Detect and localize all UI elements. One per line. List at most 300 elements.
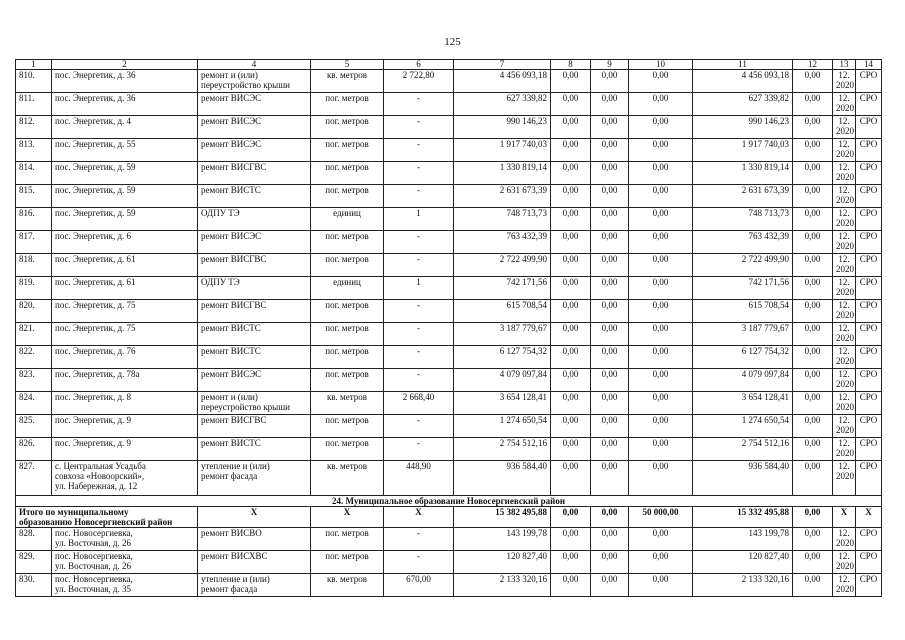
- total-cost-cell: 990 146,23: [454, 116, 551, 139]
- budget-cell: 0,00: [591, 277, 629, 300]
- work-type-cell: [198, 93, 311, 116]
- fund-cell: 0,00: [551, 93, 591, 116]
- deadline-cell: [833, 277, 856, 300]
- total-cost-cell: 6 127 754,32: [454, 346, 551, 369]
- owners-funds-cell: 615 708,54: [693, 300, 793, 323]
- table-row: [16, 392, 882, 415]
- fund-cell: 0,00: [551, 162, 591, 185]
- table-row: [16, 254, 882, 277]
- fund-cell: 0,00: [551, 323, 591, 346]
- other-funds-cell: 0,00: [793, 277, 833, 300]
- local-budget-cell: 0,00: [629, 70, 693, 93]
- owners-funds-cell: 1 330 819,14: [693, 162, 793, 185]
- unit-cell: пог. метров: [311, 139, 384, 162]
- address-cell-line: пос. Энергетик, д. 55: [55, 139, 136, 149]
- fund-cell: 0,00: [551, 254, 591, 277]
- row-number: 823.: [16, 369, 52, 392]
- deadline-cell-line: 12.: [838, 415, 850, 425]
- table-row: [16, 93, 882, 116]
- budget-cell: 0,00: [591, 574, 629, 597]
- row-number: 824.: [16, 392, 52, 415]
- other-funds-cell: 0,00: [793, 93, 833, 116]
- deadline-cell: [833, 323, 856, 346]
- owners-funds-cell: 1 917 740,03: [693, 139, 793, 162]
- deadline-cell-line: 2020: [836, 379, 854, 389]
- customer-cell: СРО: [856, 461, 882, 496]
- fund-cell: 0,00: [551, 208, 591, 231]
- deadline-cell-line: 2020: [836, 448, 854, 458]
- owners-funds-cell: 763 432,39: [693, 231, 793, 254]
- deadline-cell: [833, 369, 856, 392]
- customer-cell: СРО: [856, 574, 882, 597]
- fund-cell: 0,00: [551, 185, 591, 208]
- row-number: 830.: [16, 574, 52, 597]
- work-type-cell-line: ремонт ВИСТС: [201, 185, 261, 195]
- row-number: 816.: [16, 208, 52, 231]
- total-cost-cell: 3 654 128,41: [454, 392, 551, 415]
- unit-cell: единиц: [311, 277, 384, 300]
- quantity-cell: -: [384, 93, 454, 116]
- other-funds-cell: 0,00: [793, 461, 833, 496]
- total-cost-cell: 742 171,56: [454, 277, 551, 300]
- work-type-cell-line: ремонт ВИСГВС: [201, 415, 267, 425]
- unit-cell: пог. метров: [311, 369, 384, 392]
- quantity-cell: -: [384, 231, 454, 254]
- unit-cell: пог. метров: [311, 254, 384, 277]
- owners-funds-cell: 143 199,78: [693, 528, 793, 551]
- address-cell: [52, 323, 198, 346]
- work-type-cell-line: ремонт фасада: [201, 471, 258, 481]
- work-type-cell-line: ремонт ВИСТС: [201, 323, 261, 333]
- total-label-line: Итого по муниципальному: [19, 507, 129, 517]
- unit-cell: пог. метров: [311, 528, 384, 551]
- address-cell-line: пос. Новосергиевка,: [55, 528, 133, 538]
- owners-funds-cell: 2 631 673,39: [693, 185, 793, 208]
- deadline-cell-line: 2020: [836, 561, 854, 571]
- work-type-cell-line: ремонт ВИСЭС: [201, 139, 262, 149]
- column-header: 2: [52, 60, 198, 70]
- work-type-cell: [198, 346, 311, 369]
- work-type-cell-line: ремонт ВИСГВС: [201, 300, 267, 310]
- quantity-cell: -: [384, 438, 454, 461]
- deadline-cell-line: 12.: [838, 231, 850, 241]
- fund-cell: 0,00: [551, 300, 591, 323]
- budget-cell: 0,00: [591, 300, 629, 323]
- customer-cell: СРО: [856, 323, 882, 346]
- deadline-cell-line: 2020: [836, 264, 854, 274]
- local-budget-cell: 0,00: [629, 277, 693, 300]
- table-row: [16, 438, 882, 461]
- address-cell: [52, 277, 198, 300]
- row-number: 819.: [16, 277, 52, 300]
- column-header: 12: [793, 60, 833, 70]
- address-cell-line: пос. Энергетик, д. 78а: [55, 369, 140, 379]
- owners-funds-cell: 6 127 754,32: [693, 346, 793, 369]
- local-budget-cell: 0,00: [629, 208, 693, 231]
- deadline-cell: [833, 116, 856, 139]
- unit-cell: пог. метров: [311, 300, 384, 323]
- quantity-cell: -: [384, 415, 454, 438]
- quantity-cell: -: [384, 254, 454, 277]
- column-header: 5: [311, 60, 384, 70]
- local-budget-cell: 0,00: [629, 574, 693, 597]
- work-type-cell-line: ремонт ВИСЭС: [201, 231, 262, 241]
- work-type-cell-line: ремонт ВИСГВС: [201, 162, 267, 172]
- row-number: 825.: [16, 415, 52, 438]
- local-budget-cell: 0,00: [629, 551, 693, 574]
- total-cost-cell: 120 827,40: [454, 551, 551, 574]
- deadline-cell-line: 12.: [838, 139, 850, 149]
- deadline-cell-line: 2020: [836, 80, 854, 90]
- table-row: [16, 528, 882, 551]
- deadline-cell-line: 2020: [836, 402, 854, 412]
- address-cell: [52, 208, 198, 231]
- unit-cell: кв. метров: [311, 392, 384, 415]
- budget-cell: 0,00: [591, 461, 629, 496]
- address-cell: [52, 346, 198, 369]
- budget-cell: 0,00: [591, 231, 629, 254]
- budget-cell: 0,00: [591, 323, 629, 346]
- other-funds-cell: 0,00: [793, 300, 833, 323]
- owners-funds-cell: 936 584,40: [693, 461, 793, 496]
- address-cell-line: совхоза «Новоорский»,: [55, 471, 145, 481]
- total-c4: X: [198, 507, 311, 528]
- customer-cell: СРО: [856, 93, 882, 116]
- row-number: 828.: [16, 528, 52, 551]
- total-cost-cell: 936 584,40: [454, 461, 551, 496]
- deadline-cell-line: 2020: [836, 172, 854, 182]
- local-budget-cell: 0,00: [629, 323, 693, 346]
- work-type-cell: [198, 139, 311, 162]
- total-cost-cell: 4 079 097,84: [454, 369, 551, 392]
- local-budget-cell: 0,00: [629, 528, 693, 551]
- work-type-cell: [198, 551, 311, 574]
- row-number: 826.: [16, 438, 52, 461]
- page-number: 125: [444, 36, 461, 48]
- quantity-cell: -: [384, 528, 454, 551]
- other-funds-cell: 0,00: [793, 438, 833, 461]
- column-header: 4: [198, 60, 311, 70]
- total-row: [16, 507, 882, 528]
- customer-cell: СРО: [856, 392, 882, 415]
- fund-cell: 0,00: [551, 461, 591, 496]
- table-row: [16, 369, 882, 392]
- unit-cell: единиц: [311, 208, 384, 231]
- table-body: [16, 60, 882, 597]
- deadline-cell-line: 2020: [836, 584, 854, 594]
- total-label-line: образованию Новосергиевский район: [19, 517, 173, 527]
- table-row: [16, 551, 882, 574]
- work-type-cell: [198, 574, 311, 597]
- table-row: [16, 323, 882, 346]
- budget-cell: 0,00: [591, 139, 629, 162]
- quantity-cell: -: [384, 162, 454, 185]
- deadline-cell-line: 12.: [838, 254, 850, 264]
- table-row: [16, 70, 882, 93]
- customer-cell: СРО: [856, 139, 882, 162]
- budget-cell: 0,00: [591, 116, 629, 139]
- work-type-cell-line: ОДПУ ТЭ: [201, 277, 240, 287]
- deadline-cell-line: 2020: [836, 425, 854, 435]
- row-number: 813.: [16, 139, 52, 162]
- other-funds-cell: 0,00: [793, 70, 833, 93]
- fund-cell: 0,00: [551, 346, 591, 369]
- work-type-cell-line: ремонт ВИСЭС: [201, 116, 262, 126]
- table-row: [16, 461, 882, 496]
- total-cost-cell: 2 722 499,90: [454, 254, 551, 277]
- deadline-cell-line: 2020: [836, 356, 854, 366]
- column-header: 8: [551, 60, 591, 70]
- column-header: 10: [629, 60, 693, 70]
- address-cell: [52, 574, 198, 597]
- total-cost-cell: 748 713,73: [454, 208, 551, 231]
- work-type-cell: [198, 70, 311, 93]
- fund-cell: 0,00: [551, 574, 591, 597]
- local-budget-cell: 0,00: [629, 415, 693, 438]
- quantity-cell: -: [384, 116, 454, 139]
- owners-funds-cell: 3 654 128,41: [693, 392, 793, 415]
- other-funds-cell: 0,00: [793, 392, 833, 415]
- quantity-cell: 2 722,80: [384, 70, 454, 93]
- row-number: 810.: [16, 70, 52, 93]
- fund-cell: 0,00: [551, 277, 591, 300]
- owners-funds-cell: 2 133 320,16: [693, 574, 793, 597]
- deadline-cell-line: 12.: [838, 208, 850, 218]
- unit-cell: пог. метров: [311, 323, 384, 346]
- work-type-cell-line: ремонт ВИСГВС: [201, 254, 267, 264]
- total-c8: 0,00: [551, 507, 591, 528]
- quantity-cell: 1: [384, 277, 454, 300]
- owners-funds-cell: 627 339,82: [693, 93, 793, 116]
- work-type-cell: [198, 208, 311, 231]
- deadline-cell-line: 2020: [836, 126, 854, 136]
- budget-cell: 0,00: [591, 185, 629, 208]
- local-budget-cell: 0,00: [629, 254, 693, 277]
- customer-cell: СРО: [856, 300, 882, 323]
- local-budget-cell: 0,00: [629, 461, 693, 496]
- address-cell: [52, 392, 198, 415]
- total-cost-cell: 1 917 740,03: [454, 139, 551, 162]
- total-cost-cell: 1 274 650,54: [454, 415, 551, 438]
- address-cell-line: с. Центральная Усадьба: [55, 461, 146, 471]
- other-funds-cell: 0,00: [793, 231, 833, 254]
- address-cell-line: пос. Энергетик, д. 9: [55, 438, 132, 448]
- work-type-cell-line: ОДПУ ТЭ: [201, 208, 240, 218]
- address-cell: [52, 369, 198, 392]
- address-cell-line: пос. Энергетик, д. 59: [55, 208, 136, 218]
- address-cell-line: пос. Энергетик, д. 36: [55, 70, 136, 80]
- unit-cell: пог. метров: [311, 551, 384, 574]
- deadline-cell-line: 12.: [838, 392, 850, 402]
- section-title-row: [16, 496, 882, 507]
- quantity-cell: -: [384, 185, 454, 208]
- work-type-cell-line: ремонт ВИСХВС: [201, 551, 268, 561]
- customer-cell: СРО: [856, 346, 882, 369]
- row-number: 829.: [16, 551, 52, 574]
- deadline-cell-line: 2020: [836, 287, 854, 297]
- quantity-cell: -: [384, 369, 454, 392]
- budget-cell: 0,00: [591, 392, 629, 415]
- owners-funds-cell: 2 722 499,90: [693, 254, 793, 277]
- other-funds-cell: 0,00: [793, 139, 833, 162]
- owners-funds-cell: 990 146,23: [693, 116, 793, 139]
- work-type-cell-line: ремонт ВИСЭС: [201, 93, 262, 103]
- budget-cell: 0,00: [591, 415, 629, 438]
- unit-cell: пог. метров: [311, 93, 384, 116]
- quantity-cell: -: [384, 323, 454, 346]
- other-funds-cell: 0,00: [793, 254, 833, 277]
- column-header: 1: [16, 60, 52, 70]
- deadline-cell: [833, 438, 856, 461]
- work-type-cell: [198, 323, 311, 346]
- address-cell: [52, 254, 198, 277]
- fund-cell: 0,00: [551, 139, 591, 162]
- address-cell-line: пос. Новосергиевка,: [55, 574, 133, 584]
- total-cost-cell: 143 199,78: [454, 528, 551, 551]
- owners-funds-cell: 2 754 512,16: [693, 438, 793, 461]
- address-cell-line: пос. Энергетик, д. 76: [55, 346, 136, 356]
- customer-cell: СРО: [856, 208, 882, 231]
- customer-cell: СРО: [856, 551, 882, 574]
- work-type-cell-line: переустройство крыши: [201, 80, 290, 90]
- work-type-cell: [198, 277, 311, 300]
- unit-cell: пог. метров: [311, 346, 384, 369]
- address-cell-line: пос. Энергетик, д. 9: [55, 415, 132, 425]
- total-c9: 0,00: [591, 507, 629, 528]
- deadline-cell: [833, 185, 856, 208]
- other-funds-cell: 0,00: [793, 528, 833, 551]
- table-row: [16, 139, 882, 162]
- table-row: [16, 185, 882, 208]
- work-type-cell-line: утепление и (или): [201, 574, 270, 584]
- address-cell: [52, 528, 198, 551]
- address-cell-line: ул. Восточная, д. 26: [55, 538, 131, 548]
- other-funds-cell: 0,00: [793, 116, 833, 139]
- total-c12: 0,00: [793, 507, 833, 528]
- total-cost-cell: 1 330 819,14: [454, 162, 551, 185]
- owners-funds-cell: 4 456 093,18: [693, 70, 793, 93]
- address-cell: [52, 415, 198, 438]
- work-type-cell: [198, 162, 311, 185]
- table-row: [16, 300, 882, 323]
- fund-cell: 0,00: [551, 438, 591, 461]
- total-cost-cell: 627 339,82: [454, 93, 551, 116]
- table-row: [16, 574, 882, 597]
- deadline-cell: [833, 574, 856, 597]
- total-cost-cell: 3 187 779,67: [454, 323, 551, 346]
- other-funds-cell: 0,00: [793, 162, 833, 185]
- deadline-cell: [833, 300, 856, 323]
- quantity-cell: 448,90: [384, 461, 454, 496]
- deadline-cell-line: 2020: [836, 538, 854, 548]
- address-cell: [52, 70, 198, 93]
- local-budget-cell: 0,00: [629, 438, 693, 461]
- total-cost-cell: 2 631 673,39: [454, 185, 551, 208]
- local-budget-cell: 0,00: [629, 139, 693, 162]
- deadline-cell: [833, 231, 856, 254]
- other-funds-cell: 0,00: [793, 415, 833, 438]
- table-row: [16, 415, 882, 438]
- work-type-cell-line: переустройство крыши: [201, 402, 290, 412]
- column-header: 7: [454, 60, 551, 70]
- quantity-cell: 670,00: [384, 574, 454, 597]
- deadline-cell-line: 2020: [836, 333, 854, 343]
- table-row: [16, 231, 882, 254]
- work-type-cell: [198, 392, 311, 415]
- fund-cell: 0,00: [551, 369, 591, 392]
- fund-cell: 0,00: [551, 415, 591, 438]
- deadline-cell-line: 12.: [838, 116, 850, 126]
- deadline-cell: [833, 254, 856, 277]
- unit-cell: кв. метров: [311, 461, 384, 496]
- unit-cell: пог. метров: [311, 415, 384, 438]
- total-c13: X: [833, 507, 856, 528]
- address-cell-line: пос. Энергетик, д. 59: [55, 162, 136, 172]
- total-c10: 50 000,00: [629, 507, 693, 528]
- total-cost-cell: 2 133 320,16: [454, 574, 551, 597]
- customer-cell: СРО: [856, 185, 882, 208]
- address-cell-line: пос. Энергетик, д. 36: [55, 93, 136, 103]
- budget-cell: 0,00: [591, 551, 629, 574]
- fund-cell: 0,00: [551, 231, 591, 254]
- work-type-cell: [198, 231, 311, 254]
- address-cell-line: пос. Энергетик, д. 61: [55, 254, 136, 264]
- work-type-cell: [198, 254, 311, 277]
- address-cell-line: ул. Восточная, д. 35: [55, 584, 131, 594]
- row-number: 821.: [16, 323, 52, 346]
- deadline-cell-line: 12.: [838, 185, 850, 195]
- local-budget-cell: 0,00: [629, 93, 693, 116]
- deadline-cell-line: 12.: [838, 369, 850, 379]
- deadline-cell: [833, 551, 856, 574]
- local-budget-cell: 0,00: [629, 116, 693, 139]
- address-cell: [52, 300, 198, 323]
- unit-cell: пог. метров: [311, 185, 384, 208]
- customer-cell: СРО: [856, 438, 882, 461]
- row-number: 827.: [16, 461, 52, 496]
- budget-cell: 0,00: [591, 93, 629, 116]
- unit-cell: пог. метров: [311, 116, 384, 139]
- work-type-cell: [198, 185, 311, 208]
- total-c6: X: [384, 507, 454, 528]
- budget-cell: 0,00: [591, 369, 629, 392]
- deadline-cell-line: 2020: [836, 218, 854, 228]
- customer-cell: СРО: [856, 277, 882, 300]
- section-title: 24. Муниципальное образование Новосергиевский район: [16, 496, 882, 507]
- work-type-cell-line: ремонт ВИСЭС: [201, 369, 262, 379]
- work-type-cell: [198, 116, 311, 139]
- address-cell-line: пос. Энергетик, д. 4: [55, 116, 132, 126]
- deadline-cell-line: 12.: [838, 574, 850, 584]
- deadline-cell: [833, 93, 856, 116]
- column-header: 13: [833, 60, 856, 70]
- deadline-cell-line: 12.: [838, 461, 850, 471]
- customer-cell: СРО: [856, 254, 882, 277]
- deadline-cell: [833, 392, 856, 415]
- customer-cell: СРО: [856, 116, 882, 139]
- deadline-cell-line: 12.: [838, 300, 850, 310]
- quantity-cell: -: [384, 551, 454, 574]
- total-cost-cell: 2 754 512,16: [454, 438, 551, 461]
- row-number: 817.: [16, 231, 52, 254]
- address-cell-line: пос. Энергетик, д. 61: [55, 277, 136, 287]
- local-budget-cell: 0,00: [629, 162, 693, 185]
- fund-cell: 0,00: [551, 528, 591, 551]
- table-row: [16, 116, 882, 139]
- deadline-cell-line: 12.: [838, 346, 850, 356]
- work-type-cell-line: ремонт ВИСТС: [201, 346, 261, 356]
- work-type-cell: [198, 461, 311, 496]
